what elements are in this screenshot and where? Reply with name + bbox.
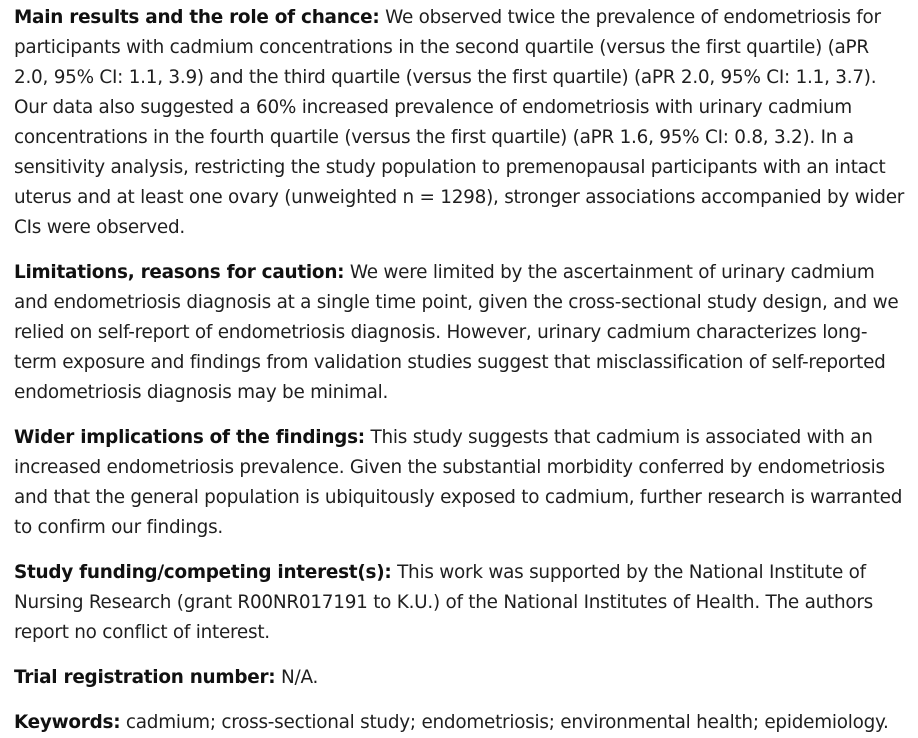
implications-text: This study suggests that cadmium is associated with an increased endometriosis prevalence. Given the substantial morbidity conferred by endometriosis and that the general population is ubiquitously exposed to cadmium, further research is warranted to confirm our findings. — [14, 427, 903, 538]
implications-label: Wider implications of the findings: — [14, 427, 365, 448]
trial-registration-text: N/A. — [281, 667, 319, 688]
main-results-label: Main results and the role of chance: — [14, 7, 380, 28]
trial-registration-paragraph — [14, 663, 908, 693]
keywords-text: cadmium; cross-sectional study; endometriosis; environmental health; epidemiology. — [125, 712, 889, 733]
trial-registration-label: Trial registration number: — [14, 667, 276, 688]
limitations-label: Limitations, reasons for caution: — [14, 262, 345, 283]
keywords-label: Keywords: — [14, 712, 121, 733]
limitations-text: We were limited by the ascertainment of urinary cadmium and endometriosis diagnosis at a single time point, given the cross-sectional study design, and we relied on self-report of endometriosis diagnosis. However, urinary cadmium characterizes long-term exposure and findings from validation studies suggest that misclassification of self-reported endometriosis diagnosis may be minimal. — [14, 262, 899, 403]
implications-paragraph — [14, 423, 908, 543]
funding-label: Study funding/competing interest(s): — [14, 562, 392, 583]
main-results-text: We observed twice the prevalence of endometriosis for participants with cadmium concentrations in the second quartile (versus the first quartile) (aPR 2.0, 95% CI: 1.1, 3.9) and the third quartile (versus the first quartile) (aPR 2.0, 95% CI: 1.1, 3.7). Our data also suggested a 60% increased prevalence of endometriosis with urinary cadmium concentrations in the fourth quartile (versus the first quartile) (aPR 1.6, 95% CI: 0.8, 3.2). In a sensitivity analysis, restricting the study population to premenopausal participants with an intact uterus and at least one ovary (unweighted n = 1298), stronger associations accompanied by wider CIs were observed. — [14, 7, 905, 238]
funding-paragraph — [14, 558, 908, 648]
funding-text: This work was supported by the National Institute of Nursing Research (grant R00NR017191 to K.U.) of the National Institutes of Health. The authors report no conflict of interest. — [14, 562, 874, 643]
limitations-paragraph — [14, 258, 908, 408]
keywords-paragraph — [14, 708, 908, 738]
main-results-paragraph — [14, 3, 908, 243]
